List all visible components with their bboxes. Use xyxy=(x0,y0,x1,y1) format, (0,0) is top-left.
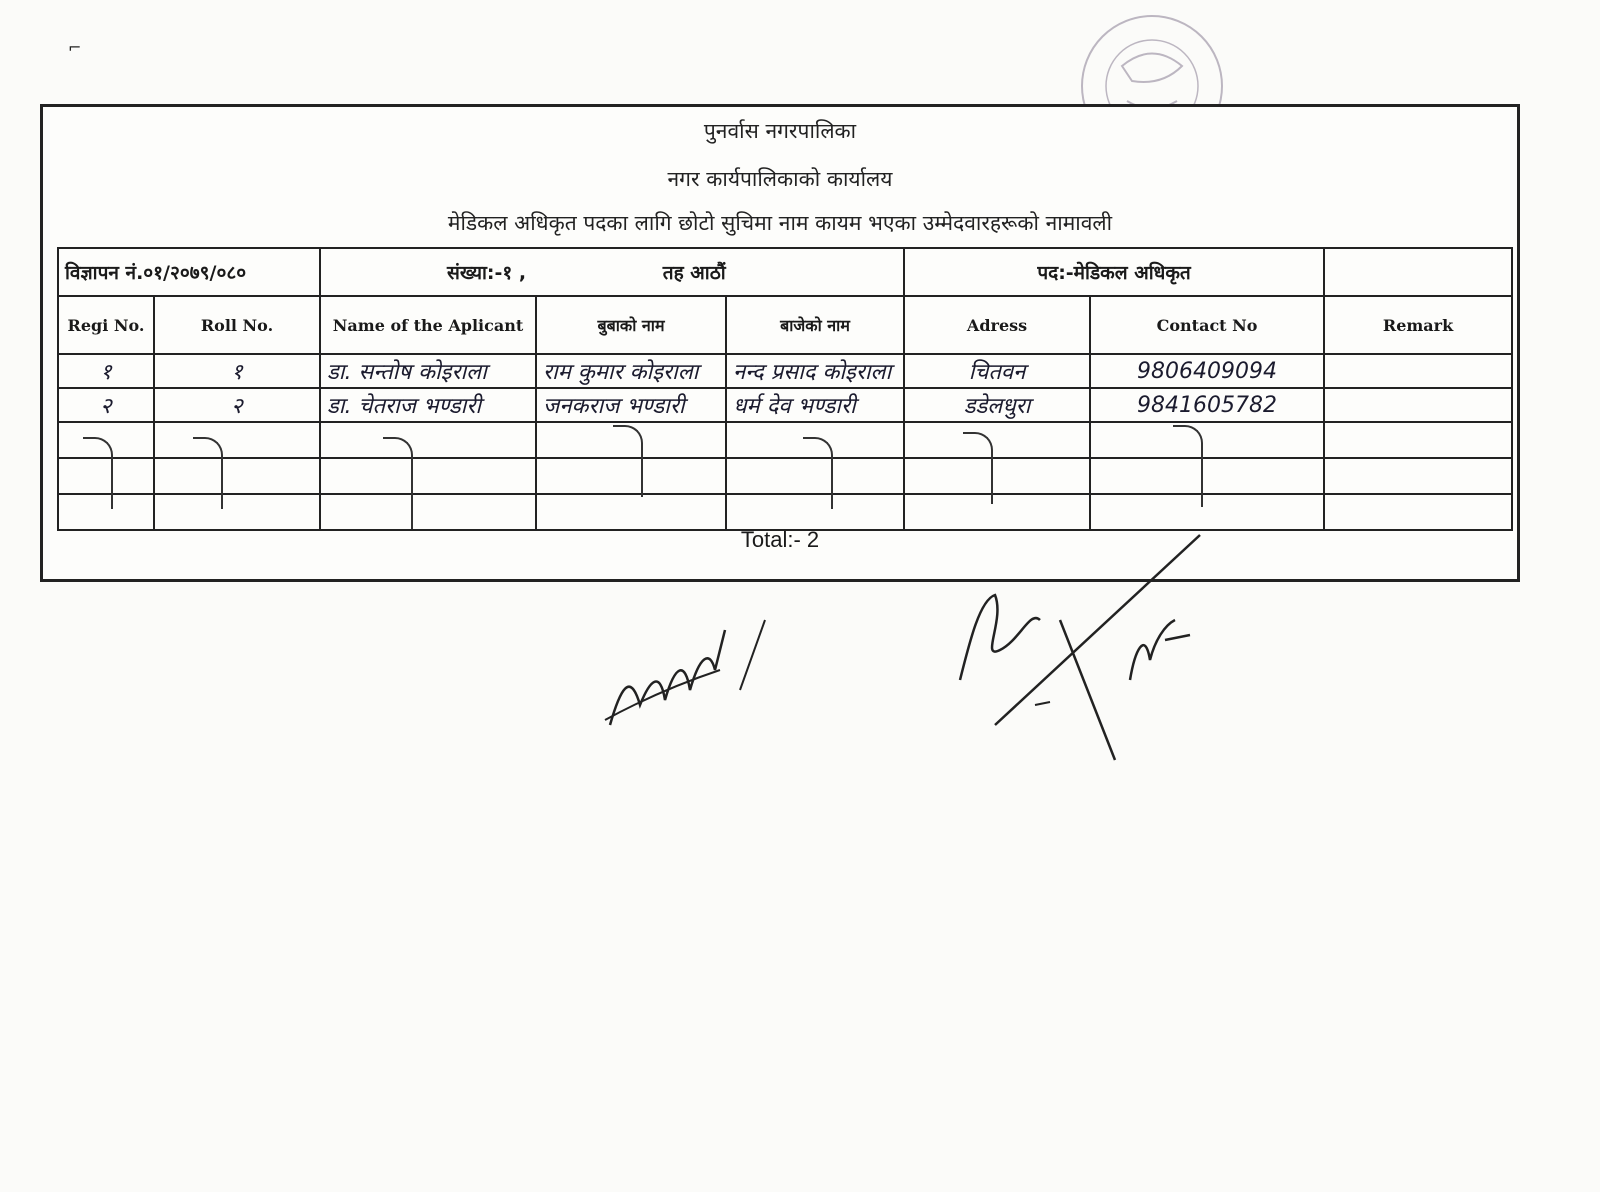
ditto-mark xyxy=(613,425,643,497)
roll-no: १ xyxy=(154,354,320,388)
count-level-cell xyxy=(320,248,904,296)
grandfather-name: धर्म देव भण्डारी xyxy=(726,388,904,422)
address: डडेलधुरा xyxy=(904,388,1090,422)
contact-no: 9806409094 xyxy=(1090,354,1324,388)
info-row xyxy=(58,248,1512,296)
office-name: नगर कार्यपालिकाको कार्यालय xyxy=(667,167,893,191)
advertisement-number: विज्ञापन नं.०१/२०७९/०८० xyxy=(58,248,320,296)
remark xyxy=(1324,388,1512,422)
empty-row xyxy=(58,422,1512,458)
col-roll-no: Roll No. xyxy=(154,296,320,354)
col-regi-no: Regi No. xyxy=(58,296,154,354)
regi-no: २ xyxy=(58,388,154,422)
signature-right xyxy=(950,530,1210,770)
col-father-name: बुबाको नाम xyxy=(536,296,726,354)
municipality-name: पुनर्वास नगरपालिका xyxy=(703,119,857,143)
table-row xyxy=(58,354,1512,388)
empty-row xyxy=(58,458,1512,494)
document-header xyxy=(43,107,1517,247)
grandfather-name: नन्द प्रसाद कोइराला xyxy=(726,354,904,388)
col-address: Adress xyxy=(904,296,1090,354)
info-blank xyxy=(1324,248,1512,296)
father-name: राम कुमार कोइराला xyxy=(536,354,726,388)
ditto-mark xyxy=(963,432,993,504)
ditto-mark xyxy=(383,437,413,529)
col-contact-no: Contact No xyxy=(1090,296,1324,354)
post-name: पद:-मेडिकल अधिकृत xyxy=(904,248,1324,296)
remark xyxy=(1324,354,1512,388)
ditto-mark xyxy=(803,437,833,509)
column-header-row xyxy=(58,296,1512,354)
level-text: तह आठौं xyxy=(662,262,726,284)
total-count: Total:- 2 xyxy=(740,527,820,552)
col-grandfather-name: बाजेको नाम xyxy=(726,296,904,354)
father-name: जनकराज भण्डारी xyxy=(536,388,726,422)
col-applicant-name: Name of the Aplicant xyxy=(320,296,536,354)
contact-no: 9841605782 xyxy=(1090,388,1324,422)
corner-mark: ⌐ xyxy=(68,38,82,57)
count-text: संख्या:-१ , xyxy=(447,262,527,284)
shortlist-document xyxy=(40,104,1520,582)
signature-left xyxy=(600,610,780,740)
address: चितवन xyxy=(904,354,1090,388)
ditto-mark xyxy=(193,437,223,509)
ditto-mark xyxy=(1173,425,1203,507)
col-remark: Remark xyxy=(1324,296,1512,354)
applicant-name: डा. चेतराज भण्डारी xyxy=(320,388,536,422)
ditto-mark xyxy=(83,437,113,509)
candidate-table xyxy=(57,247,1513,531)
applicant-name: डा. सन्तोष कोइराला xyxy=(320,354,536,388)
regi-no: १ xyxy=(58,354,154,388)
table-row xyxy=(58,388,1512,422)
roll-no: २ xyxy=(154,388,320,422)
document-title: मेडिकल अधिकृत पदका लागि छोटो सुचिमा नाम कायम भएका उम्मेदवारहरूको नामावली xyxy=(447,211,1113,235)
